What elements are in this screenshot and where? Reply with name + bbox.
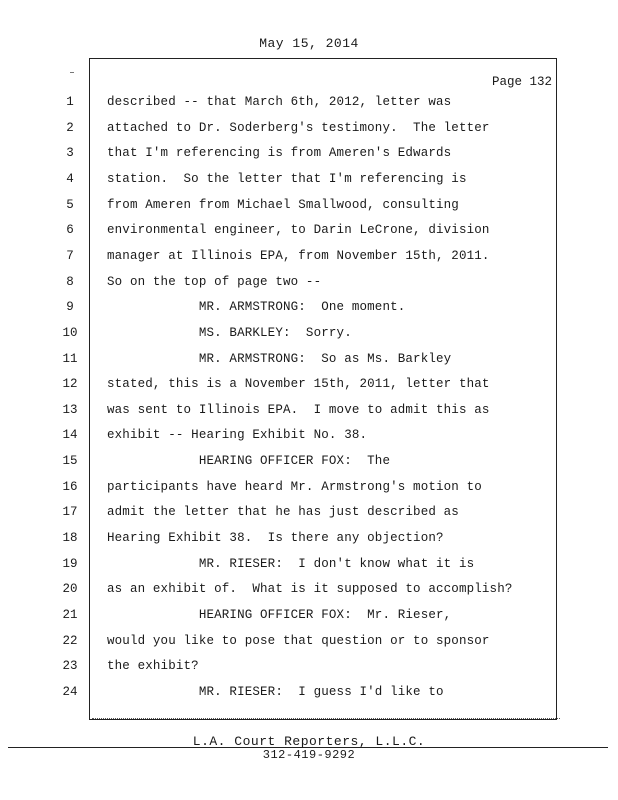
transcript-line: MR. ARMSTRONG: So as Ms. Barkley bbox=[107, 352, 452, 366]
transcript-line: Hearing Exhibit 38. Is there any objection? bbox=[107, 531, 444, 545]
line-number: 9 bbox=[66, 300, 74, 314]
header-date: May 15, 2014 bbox=[259, 36, 359, 51]
line-number: 13 bbox=[62, 403, 78, 417]
transcript-line: would you like to pose that question or to sponsor bbox=[107, 634, 490, 648]
transcript-line: admit the letter that he has just described as bbox=[107, 505, 459, 519]
transcript-line: was sent to Illinois EPA. I move to admit this as bbox=[107, 403, 490, 417]
line-number: 17 bbox=[62, 505, 78, 519]
footer-phone: 312-419-9292 bbox=[262, 748, 356, 762]
scan-mark bbox=[70, 72, 74, 73]
line-number: 3 bbox=[66, 146, 74, 160]
transcript-line: the exhibit? bbox=[107, 659, 199, 673]
transcript-line: attached to Dr. Soderberg's testimony. The letter bbox=[107, 121, 490, 135]
transcript-line: from Ameren from Michael Smallwood, consulting bbox=[107, 198, 459, 212]
transcript-line: described -- that March 6th, 2012, letter was bbox=[107, 95, 452, 109]
transcript-line: participants have heard Mr. Armstrong's motion to bbox=[107, 480, 482, 494]
transcript-line: exhibit -- Hearing Exhibit No. 38. bbox=[107, 428, 368, 442]
footer-company: L.A. Court Reporters, L.L.C. bbox=[192, 734, 426, 749]
line-number: 2 bbox=[66, 121, 74, 135]
transcript-line: MR. RIESER: I guess I'd like to bbox=[107, 685, 444, 699]
line-number: 19 bbox=[62, 557, 78, 571]
transcript-line: MR. ARMSTRONG: One moment. bbox=[107, 300, 406, 314]
line-number: 24 bbox=[62, 685, 78, 699]
line-number: 11 bbox=[62, 352, 78, 366]
line-number: 14 bbox=[62, 428, 78, 442]
line-number: 6 bbox=[66, 223, 74, 237]
transcript-line: HEARING OFFICER FOX: Mr. Rieser, bbox=[107, 608, 452, 622]
line-number: 7 bbox=[66, 249, 74, 263]
line-number: 20 bbox=[62, 582, 78, 596]
transcript-line: stated, this is a November 15th, 2011, letter that bbox=[107, 377, 490, 391]
line-number: 12 bbox=[62, 377, 78, 391]
line-number: 5 bbox=[66, 198, 74, 212]
transcript-line: station. So the letter that I'm referencing is bbox=[107, 172, 467, 186]
page-number: Page 132 bbox=[491, 75, 552, 89]
line-number: 15 bbox=[62, 454, 78, 468]
transcript-line: So on the top of page two -- bbox=[107, 275, 322, 289]
line-number: 8 bbox=[66, 275, 74, 289]
line-number: 1 bbox=[66, 95, 74, 109]
transcript-line: as an exhibit of. What is it supposed to accomplish? bbox=[107, 582, 513, 596]
transcript-line: MR. RIESER: I don't know what it is bbox=[107, 557, 475, 571]
line-number: 10 bbox=[62, 326, 78, 340]
frame-bottom-dots bbox=[92, 718, 560, 722]
transcript-line: manager at Illinois EPA, from November 15th, 2011. bbox=[107, 249, 490, 263]
transcript-line: that I'm referencing is from Ameren's Edwards bbox=[107, 146, 452, 160]
line-number: 21 bbox=[62, 608, 78, 622]
transcript-line: MS. BARKLEY: Sorry. bbox=[107, 326, 352, 340]
line-number: 18 bbox=[62, 531, 78, 545]
line-number: 16 bbox=[62, 480, 78, 494]
line-number: 22 bbox=[62, 634, 78, 648]
line-number: 23 bbox=[62, 659, 78, 673]
line-number: 4 bbox=[66, 172, 74, 186]
transcript-line: environmental engineer, to Darin LeCrone, division bbox=[107, 223, 490, 237]
transcript-line: HEARING OFFICER FOX: The bbox=[107, 454, 391, 468]
